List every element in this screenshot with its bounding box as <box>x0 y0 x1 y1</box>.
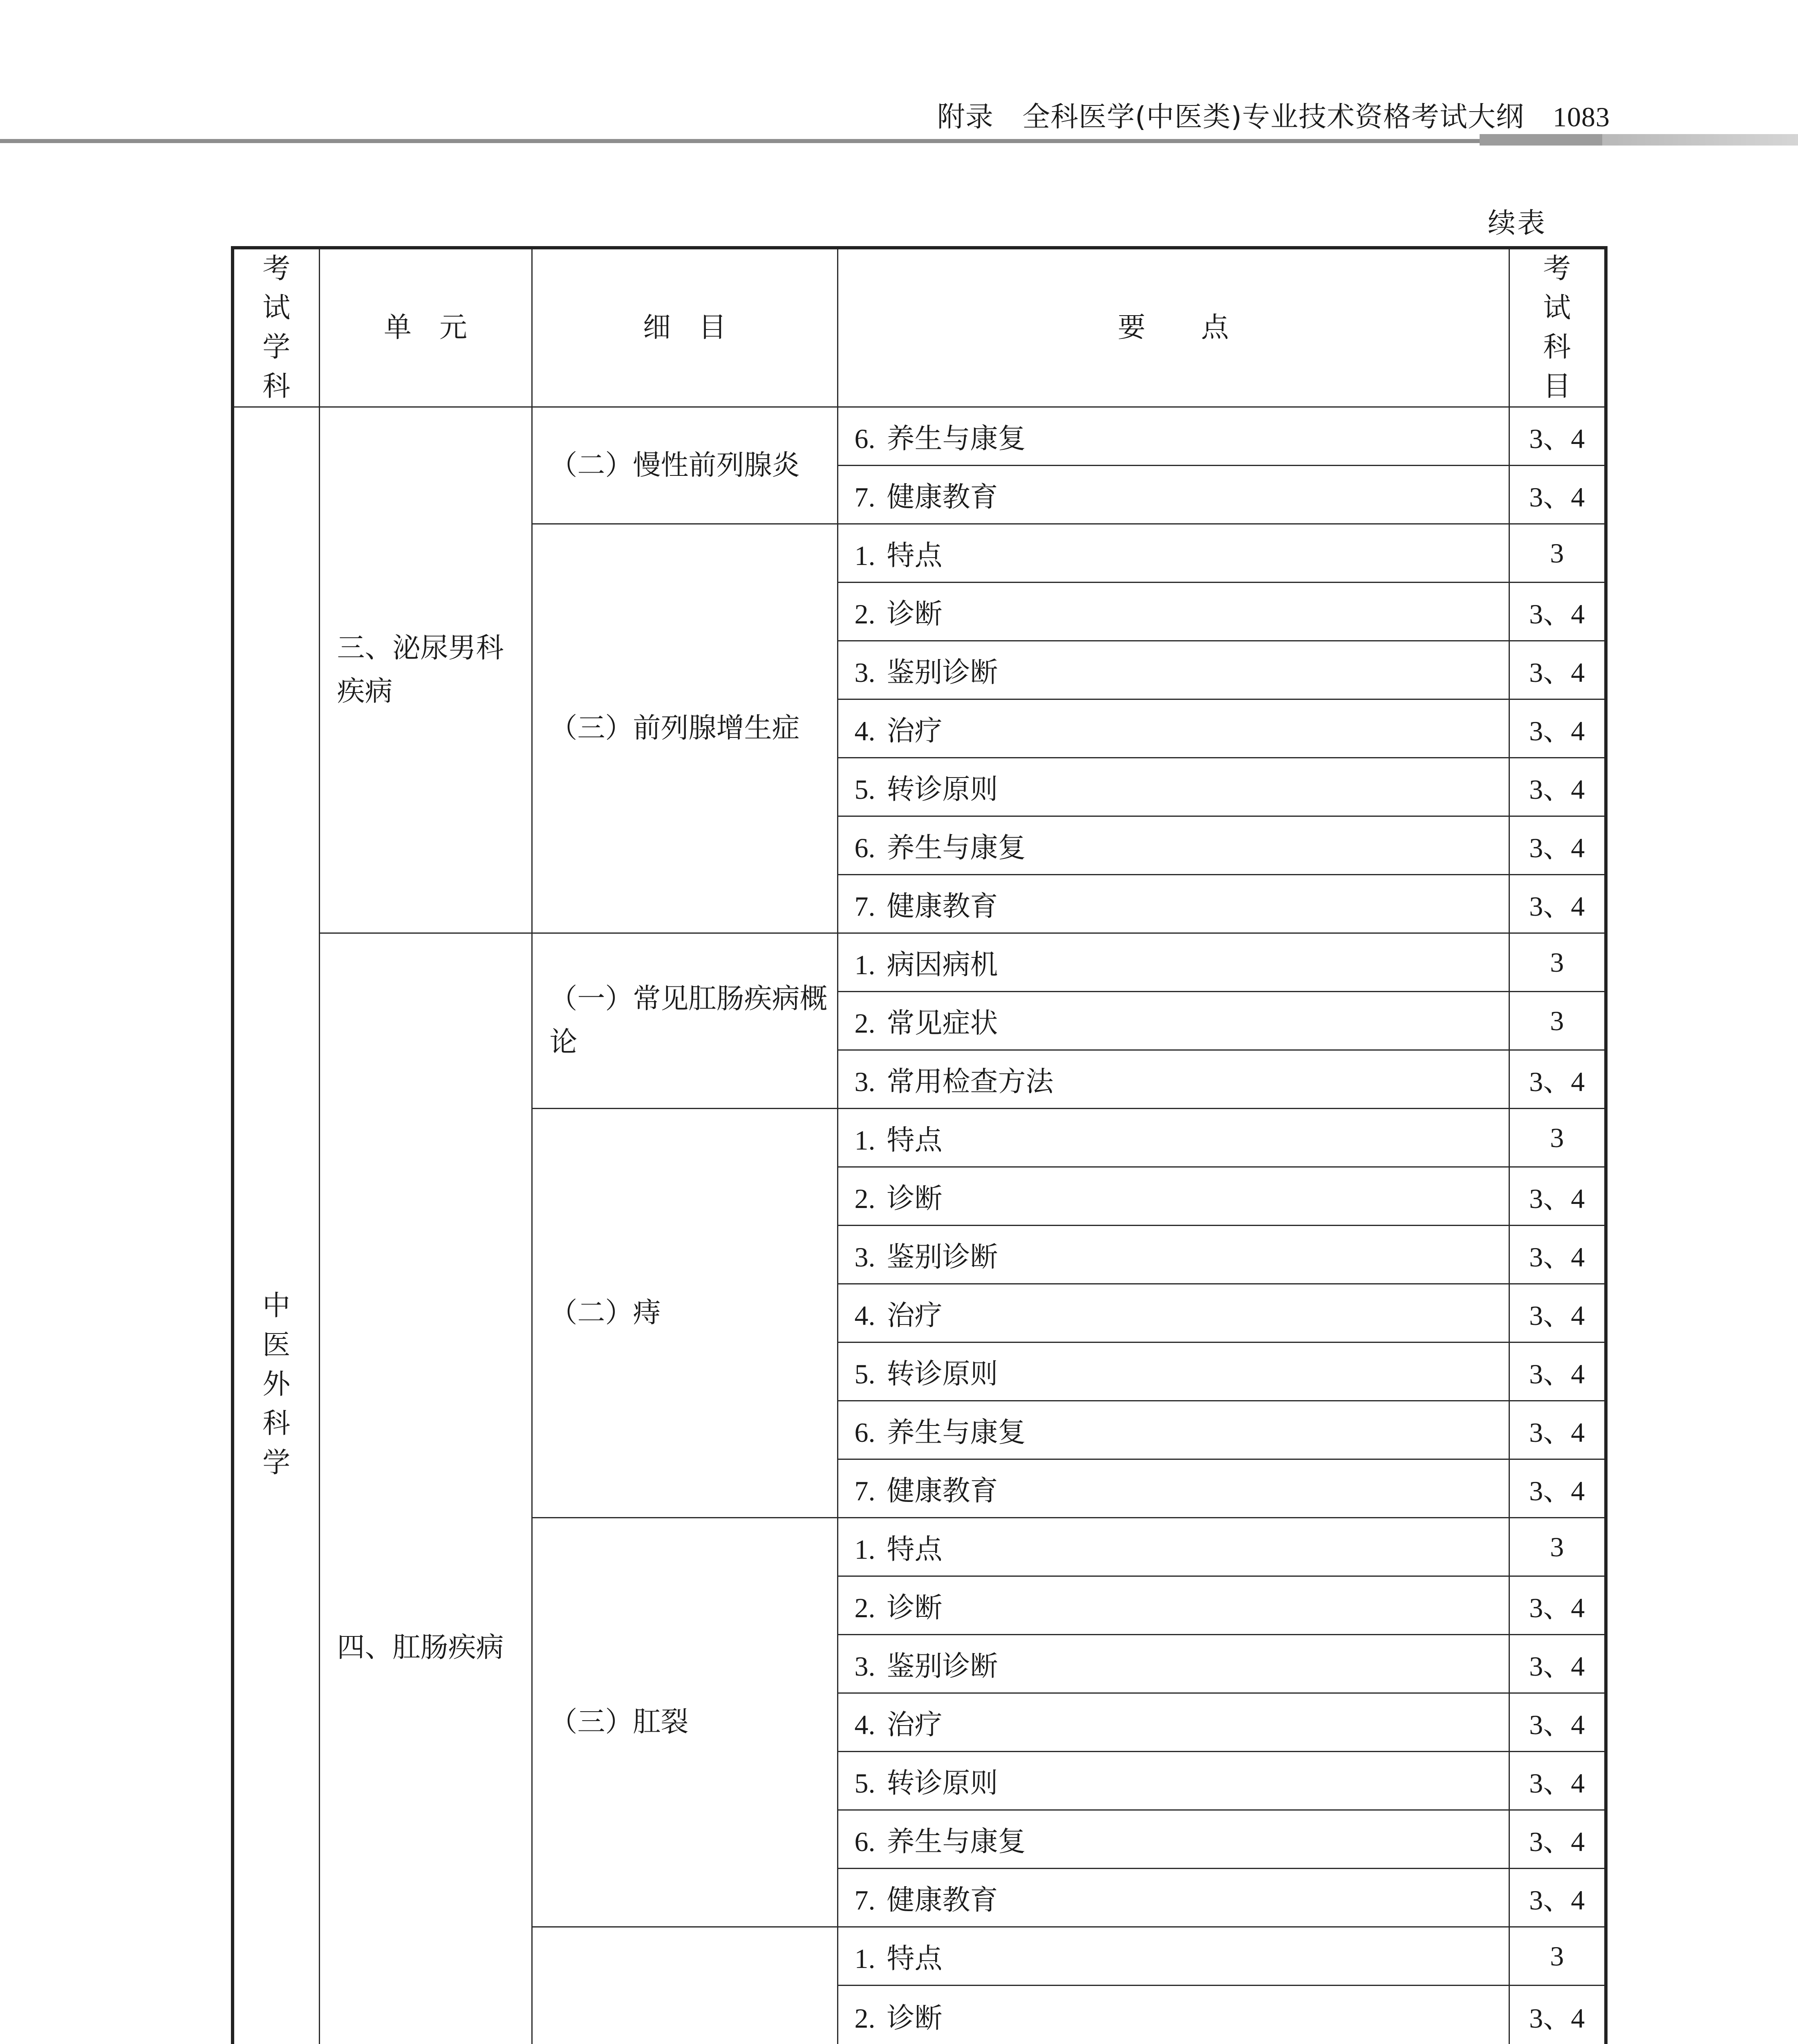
exam-subject-cell: 3 <box>1509 524 1606 583</box>
table-header-row <box>233 248 1606 407</box>
point-number: 1. <box>854 540 875 571</box>
table-body <box>233 407 1606 2044</box>
table-row <box>233 407 1606 466</box>
exam-subject-cell: 3、4 <box>1509 1226 1606 1284</box>
exam-subject-cell: 3、4 <box>1509 1342 1606 1401</box>
point-cell <box>837 1869 1509 1927</box>
item-cell: （三）前列腺增生症 <box>532 524 837 933</box>
page-header <box>0 0 1798 147</box>
exam-subject-cell: 3、4 <box>1509 1459 1606 1518</box>
point-text: 特点 <box>887 1124 943 1156</box>
point-text: 养生与康复 <box>887 831 1026 864</box>
point-cell <box>837 758 1509 816</box>
point-text: 特点 <box>887 539 943 572</box>
point-cell <box>837 1459 1509 1518</box>
point-cell <box>837 1576 1509 1635</box>
point-cell <box>837 1167 1509 1226</box>
point-cell <box>837 1986 1509 2044</box>
exam-subject-cell: 3 <box>1509 1109 1606 1167</box>
running-head-section: 附录 <box>937 101 994 133</box>
point-text: 转诊原则 <box>887 1358 998 1390</box>
header-item: 细 目 <box>532 248 837 407</box>
point-cell <box>837 1284 1509 1342</box>
header-subject: 考试学科 <box>233 248 319 407</box>
point-number: 1. <box>854 1124 875 1156</box>
point-number: 6. <box>854 423 875 454</box>
exam-subject-cell: 3、4 <box>1509 758 1606 816</box>
running-head <box>937 95 1610 134</box>
exam-subject-cell: 3、4 <box>1509 1869 1606 1927</box>
point-cell <box>837 583 1509 641</box>
point-text: 特点 <box>887 1942 943 1975</box>
point-number: 3. <box>854 1241 875 1273</box>
point-text: 养生与康复 <box>887 1825 1026 1858</box>
point-text: 鉴别诊断 <box>887 1241 998 1273</box>
exam-subject-cell: 3、4 <box>1509 1810 1606 1869</box>
exam-subject-cell: 3、4 <box>1509 1576 1606 1635</box>
point-number: 7. <box>854 890 875 922</box>
exam-subject-cell: 3、4 <box>1509 641 1606 699</box>
point-text: 诊断 <box>887 1591 943 1624</box>
exam-subject-cell: 3、4 <box>1509 1401 1606 1459</box>
item-cell: （一）常见肛肠疾病概论 <box>532 933 837 1109</box>
point-number: 2. <box>854 1183 875 1214</box>
unit-cell: 三、泌尿男科疾病 <box>319 407 532 933</box>
point-number: 4. <box>854 1300 875 1331</box>
point-text: 养生与康复 <box>887 1416 1026 1449</box>
point-text: 常见症状 <box>887 1007 998 1040</box>
point-text: 健康教育 <box>887 890 998 923</box>
header-unit: 单 元 <box>319 248 532 407</box>
unit-cell: 四、肛肠疾病 <box>319 933 532 2044</box>
syllabus-table <box>231 246 1608 2044</box>
point-text: 健康教育 <box>887 1884 998 1916</box>
point-cell <box>837 1342 1509 1401</box>
point-number: 1. <box>854 1533 875 1565</box>
point-number: 2. <box>854 2003 875 2034</box>
point-cell <box>837 1518 1509 1576</box>
point-number: 3. <box>854 1650 875 1682</box>
running-head-title: 全科医学(中医类)专业技术资格考试大纲 <box>1022 101 1524 133</box>
point-cell <box>837 1050 1509 1109</box>
exam-subject-cell: 3、4 <box>1509 466 1606 524</box>
point-cell <box>837 641 1509 699</box>
point-cell <box>837 1927 1509 1986</box>
point-number: 2. <box>854 1007 875 1039</box>
exam-subject-cell: 3 <box>1509 933 1606 992</box>
exam-subject-cell: 3、4 <box>1509 1986 1606 2044</box>
exam-subject-cell: 3、4 <box>1509 1752 1606 1810</box>
point-number: 5. <box>854 773 875 805</box>
point-cell <box>837 875 1509 933</box>
page-number: 1083 <box>1553 101 1610 132</box>
point-number: 4. <box>854 1709 875 1740</box>
point-number: 5. <box>854 1358 875 1390</box>
exam-subject-cell: 3、4 <box>1509 1693 1606 1752</box>
item-cell: （二）慢性前列腺炎 <box>532 407 837 524</box>
point-text: 诊断 <box>887 2002 943 2035</box>
point-text: 诊断 <box>887 598 943 630</box>
point-cell <box>837 1752 1509 1810</box>
header-point: 要 点 <box>837 248 1509 407</box>
exam-subject-cell: 3、4 <box>1509 407 1606 466</box>
point-text: 鉴别诊断 <box>887 656 998 689</box>
item-cell: （三）肛裂 <box>532 1518 837 1927</box>
point-cell <box>837 992 1509 1050</box>
point-cell <box>837 933 1509 992</box>
point-cell <box>837 1109 1509 1167</box>
point-text: 诊断 <box>887 1182 943 1215</box>
point-cell <box>837 816 1509 875</box>
exam-subject-cell: 3、4 <box>1509 1635 1606 1693</box>
point-text: 治疗 <box>887 1708 943 1741</box>
point-cell <box>837 1226 1509 1284</box>
item-cell: （二）痔 <box>532 1109 837 1518</box>
exam-subject-cell: 3、4 <box>1509 1167 1606 1226</box>
point-text: 养生与康复 <box>887 422 1026 455</box>
table-row <box>233 933 1606 992</box>
point-number: 3. <box>854 657 875 688</box>
header-exam: 考试科目 <box>1509 248 1606 407</box>
exam-subject-cell: 3、4 <box>1509 1050 1606 1109</box>
point-text: 病因病机 <box>887 948 998 981</box>
point-number: 2. <box>854 598 875 630</box>
exam-subject-cell: 3、4 <box>1509 1284 1606 1342</box>
point-cell <box>837 524 1509 583</box>
point-text: 特点 <box>887 1533 943 1566</box>
point-text: 鉴别诊断 <box>887 1650 998 1683</box>
exam-subject-cell: 3 <box>1509 1927 1606 1986</box>
point-cell <box>837 1401 1509 1459</box>
point-text: 健康教育 <box>887 1475 998 1507</box>
exam-subject-cell: 3、4 <box>1509 816 1606 875</box>
continued-label: 续表 <box>1488 207 1547 240</box>
item-cell <box>532 1927 837 2044</box>
exam-subject-cell: 3、4 <box>1509 699 1606 758</box>
exam-subject-cell: 3 <box>1509 1518 1606 1576</box>
point-text: 健康教育 <box>887 481 998 513</box>
point-number: 7. <box>854 1884 875 1916</box>
point-cell <box>837 466 1509 524</box>
point-cell <box>837 407 1509 466</box>
exam-subject-cell: 3 <box>1509 992 1606 1050</box>
point-text: 治疗 <box>887 715 943 747</box>
point-number: 3. <box>854 1066 875 1097</box>
point-number: 4. <box>854 715 875 746</box>
point-text: 转诊原则 <box>887 773 998 806</box>
point-number: 6. <box>854 1416 875 1448</box>
point-text: 常用检查方法 <box>887 1065 1054 1098</box>
exam-subject-cell: 3、4 <box>1509 875 1606 933</box>
header-rule <box>0 139 1480 143</box>
point-number: 6. <box>854 832 875 863</box>
point-cell <box>837 1810 1509 1869</box>
point-cell <box>837 1635 1509 1693</box>
point-number: 6. <box>854 1826 875 1857</box>
point-number: 7. <box>854 481 875 513</box>
point-cell <box>837 1693 1509 1752</box>
point-number: 1. <box>854 949 875 980</box>
exam-subject-cell: 3、4 <box>1509 583 1606 641</box>
header-rule-band <box>1480 134 1798 146</box>
point-number: 5. <box>854 1767 875 1799</box>
subject-cell: 中医外科学 <box>233 407 319 2044</box>
point-number: 2. <box>854 1592 875 1623</box>
point-cell <box>837 699 1509 758</box>
point-text: 治疗 <box>887 1299 943 1332</box>
point-text: 转诊原则 <box>887 1767 998 1800</box>
point-number: 1. <box>854 1943 875 1974</box>
point-number: 7. <box>854 1475 875 1506</box>
